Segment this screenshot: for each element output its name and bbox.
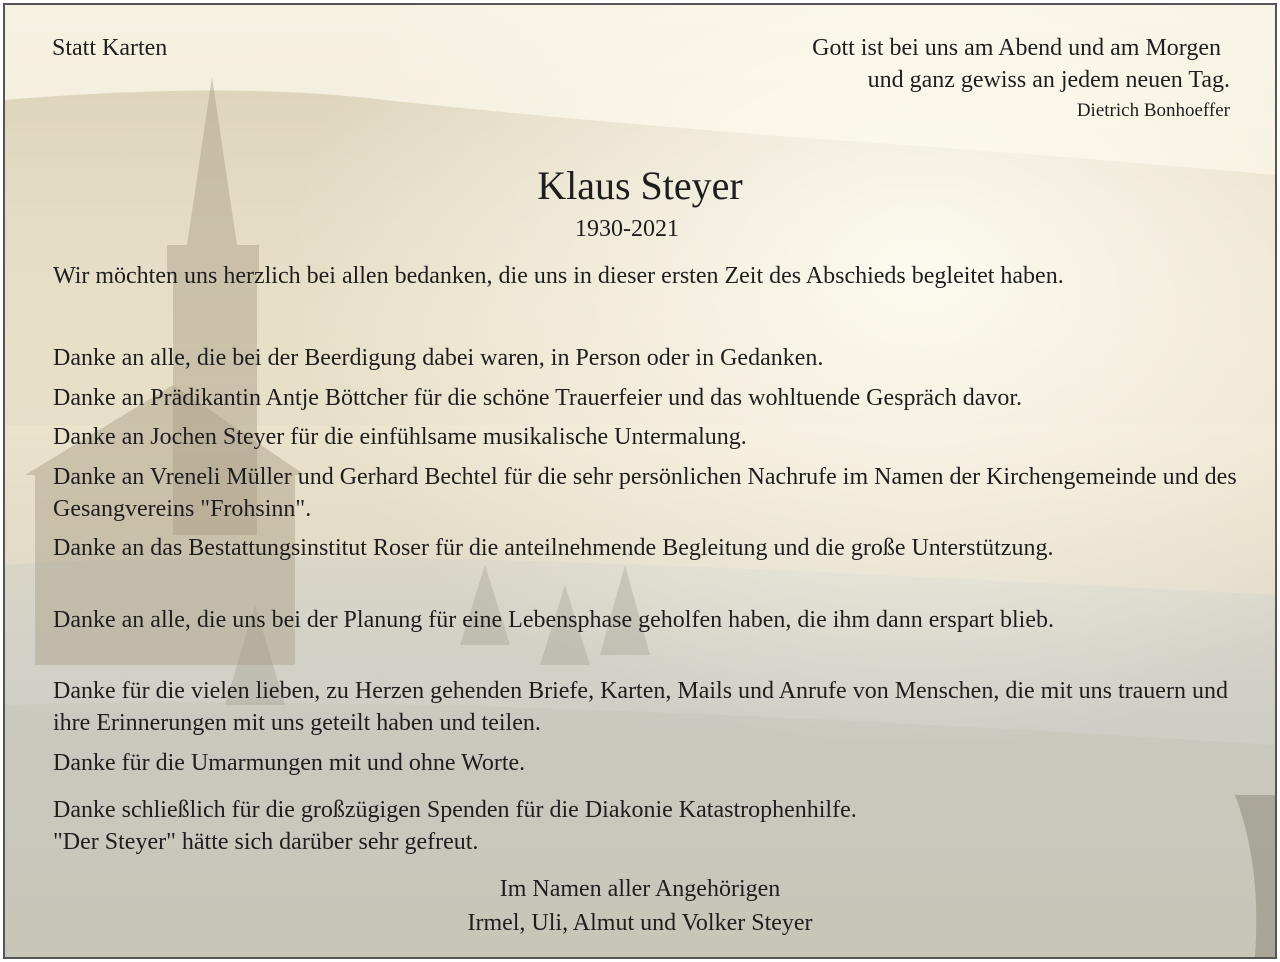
paragraph-text: Danke an alle, die uns bei der Planung für eine Lebensphase geholfen haben, die ihm dann erspart blieb.	[53, 607, 1054, 633]
paragraph-text: Danke für die vielen lieben, zu Herzen gehenden Briefe, Karten, Mails und Anrufe von Menschen, die mit uns trauern und ihre Erinnerungen mit uns geteilt haben und teilen.	[53, 678, 1228, 736]
paragraph-text: Danke schließlich für die großzügigen Spenden für die Diakonie Katastrophenhilfe.	[53, 797, 857, 823]
thanks-paragraph	[53, 747, 1243, 779]
paragraph-text: Danke an das Bestattungsinstitut Roser für die anteilnehmende Begleitung und die große Unterstützung.	[53, 535, 1054, 561]
signature-intro: Im Namen aller Angehörigen	[499, 876, 781, 902]
closing-paragraph	[53, 794, 1243, 858]
paragraph-text: Danke für die Umarmungen mit und ohne Worte.	[53, 750, 526, 776]
deceased-name: Klaus Steyer	[537, 163, 743, 208]
quote-line-1: Gott ist bei uns am Abend und am Morgen	[812, 35, 1221, 61]
quote-line-2: und ganz gewiss an jedem neuen Tag.	[867, 67, 1230, 93]
paragraph-text: Danke an Jochen Steyer für die einfühlsame musikalische Untermalung.	[53, 424, 747, 450]
paragraph-text: "Der Steyer" hätte sich darüber sehr gefreut.	[53, 829, 479, 855]
intro-paragraph	[53, 260, 1243, 292]
paragraph-text: Danke an alle, die bei der Beerdigung dabei waren, in Person oder in Gedanken.	[53, 345, 824, 371]
statt-karten-label: Statt Karten	[52, 35, 168, 61]
paragraph-text: Danke an Prädikantin Antje Böttcher für die schöne Trauerfeier und das wohltuende Gespräch davor.	[53, 385, 1023, 411]
signature-names: Irmel, Uli, Almut und Volker Steyer	[467, 910, 813, 936]
thanks-paragraph	[53, 604, 1243, 636]
thanks-paragraph	[53, 532, 1243, 564]
life-years: 1930-2021	[575, 216, 679, 242]
thanks-paragraph	[53, 382, 1243, 414]
paragraph-text: Wir möchten uns herzlich bei allen bedanken, die uns in dieser ersten Zeit des Abschieds begleitet haben.	[53, 263, 1064, 289]
thanks-paragraph	[53, 421, 1243, 453]
thanks-paragraph	[53, 675, 1243, 739]
thanks-paragraph	[53, 342, 1243, 374]
obituary-card	[3, 3, 1277, 959]
quote-author: Dietrich Bonhoeffer	[1076, 100, 1230, 121]
paragraph-text: Danke an Vreneli Müller und Gerhard Bechtel für die sehr persönlichen Nachrufe im Namen der Kirchengemeinde und des Gesangvereins "Frohsinn".	[53, 464, 1237, 522]
thanks-paragraph	[53, 461, 1243, 525]
